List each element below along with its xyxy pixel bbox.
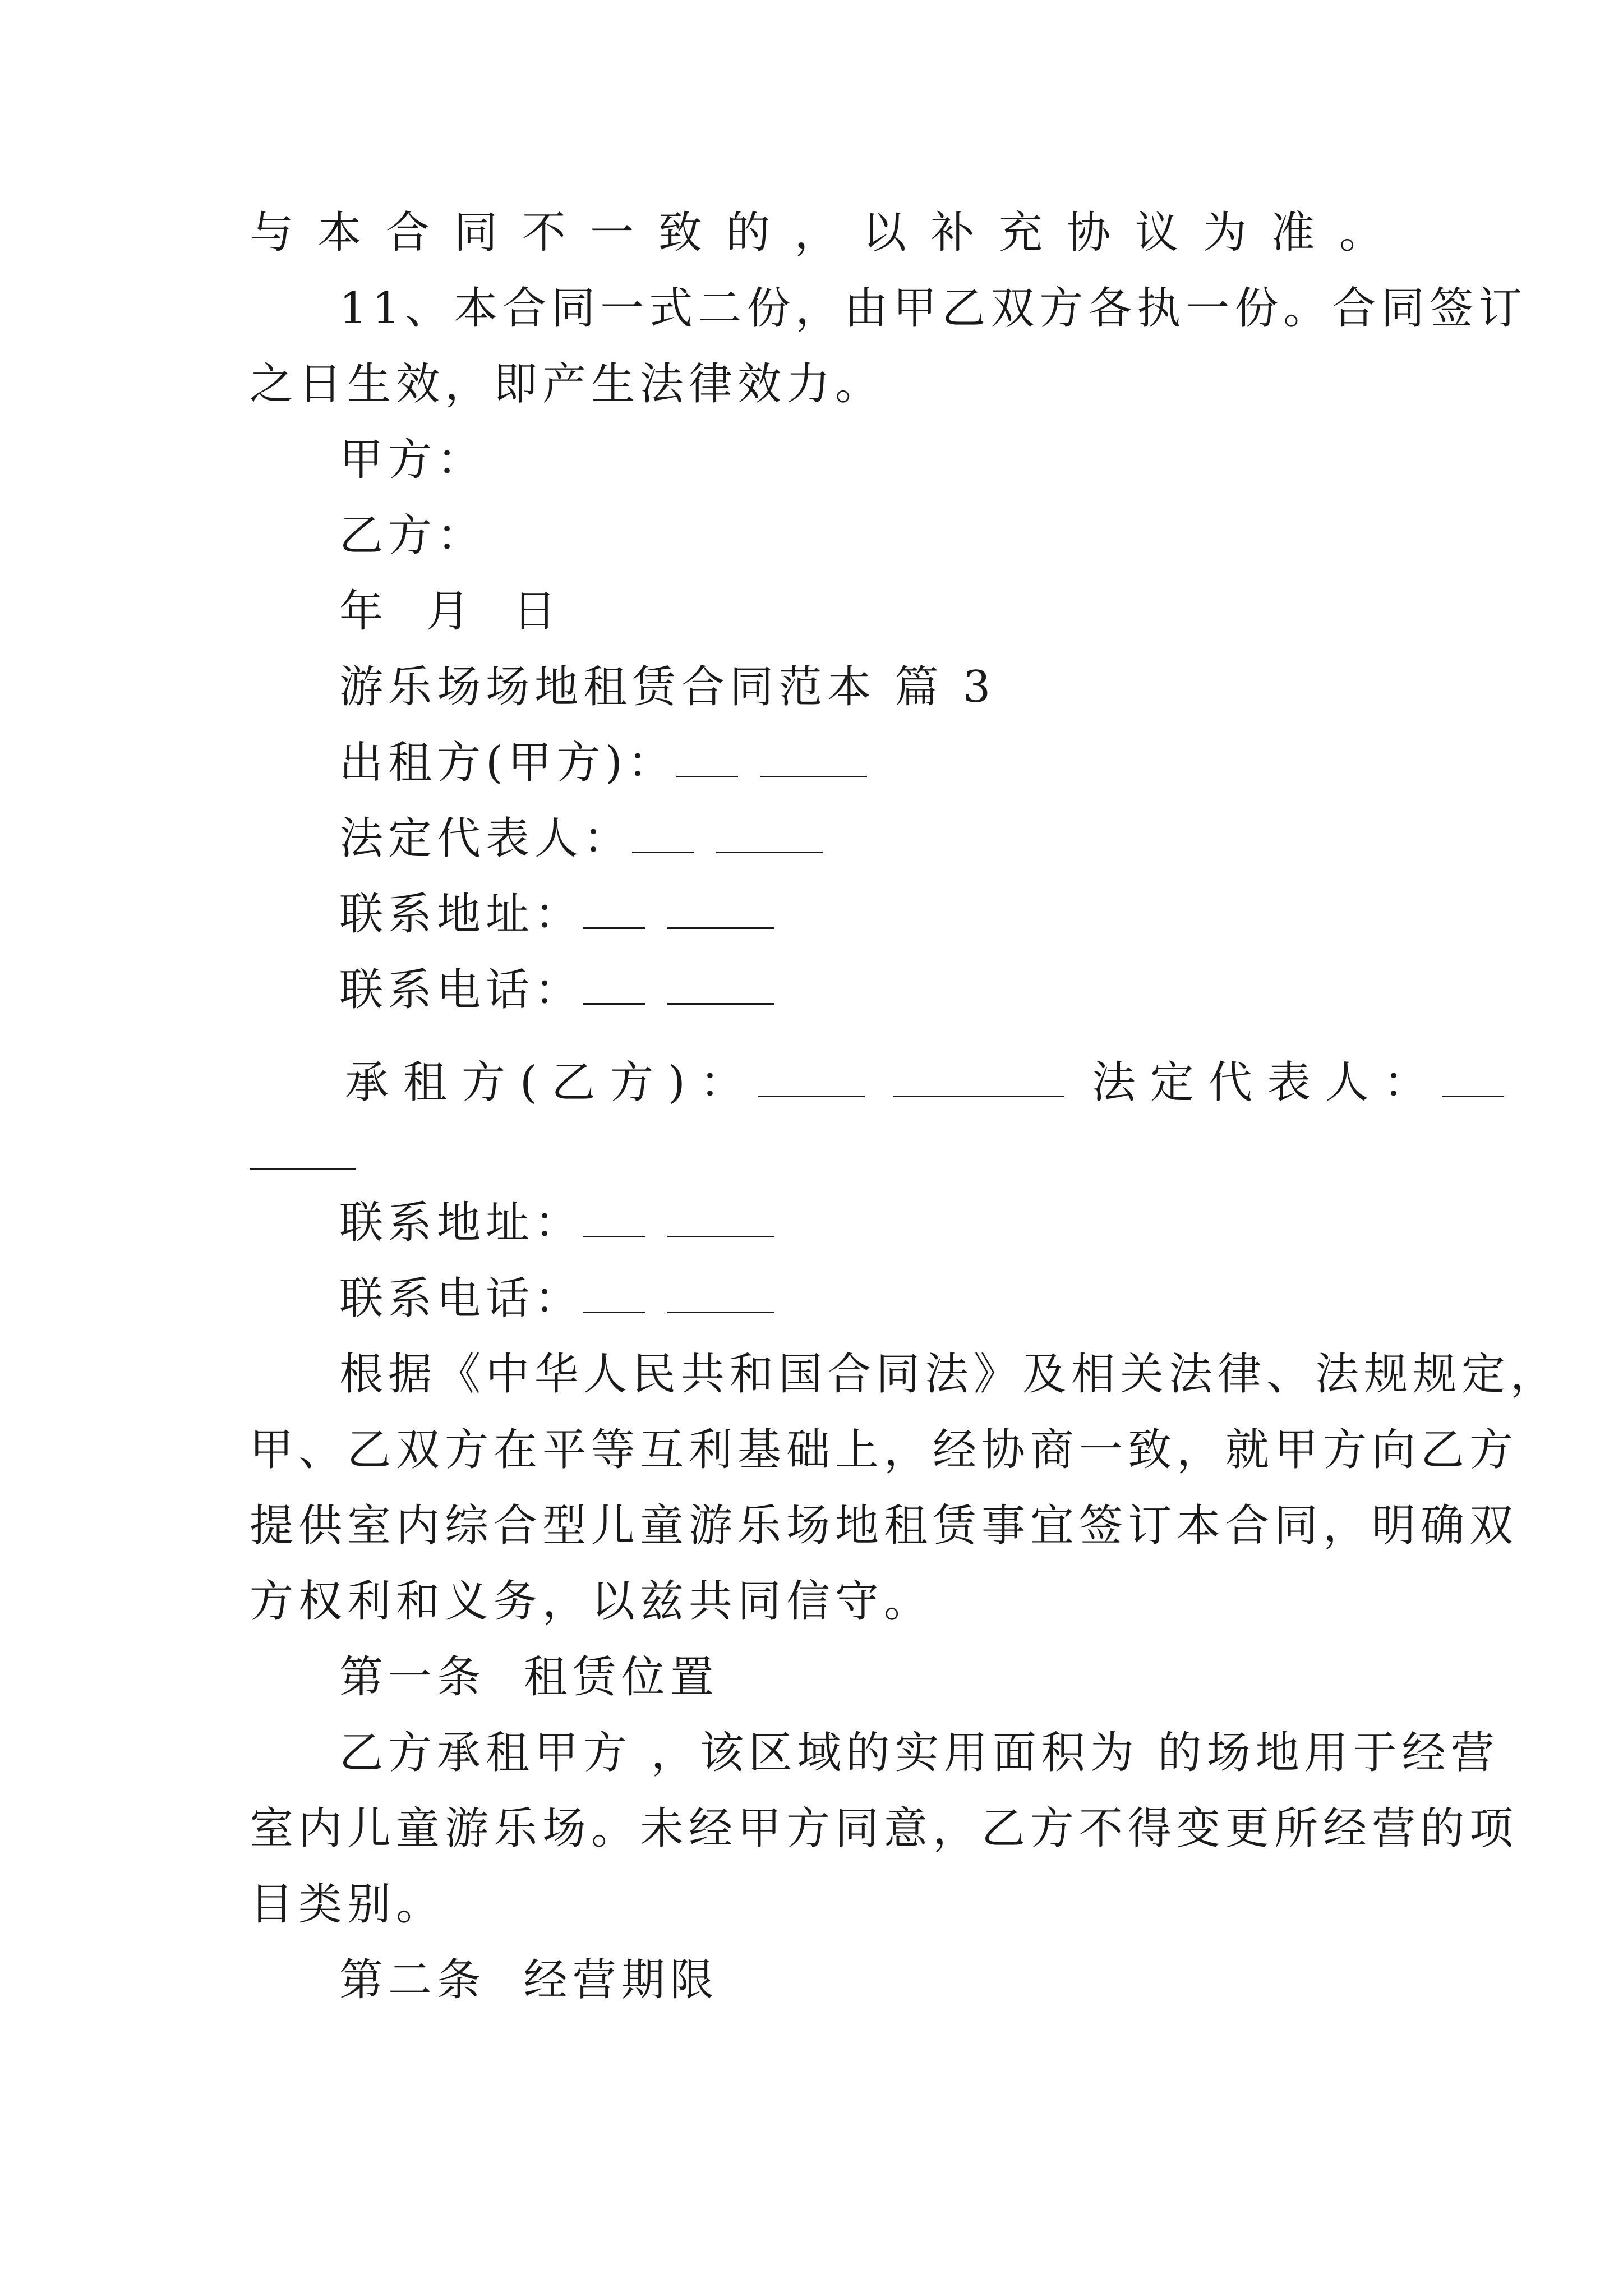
address-line bbox=[339, 886, 1388, 942]
date-line: 年 月 日 bbox=[339, 586, 562, 637]
text-line: 与本合同不一致的，以补充协议为准。 bbox=[250, 208, 1388, 258]
article-1-heading: 第一条 租赁位置 bbox=[339, 1652, 719, 1703]
lessor-label: 出租方(甲方)： bbox=[339, 738, 676, 788]
legal-rep-label: 法定代表人： bbox=[339, 813, 633, 864]
blank-line bbox=[1442, 1059, 1504, 1097]
paragraph-line: 根据《中华人民共和国合同法》及相关法律、法规规定， bbox=[339, 1349, 1560, 1400]
blank-line bbox=[676, 739, 738, 777]
lessee-line bbox=[345, 1055, 1442, 1111]
paragraph-line: 甲、乙双方在平等互利基础上，经协商一致，就甲方向乙方 bbox=[250, 1425, 1519, 1475]
clause-11: 11、本合同一式二份，由甲乙双方各执一份。合同签订 bbox=[339, 283, 1528, 334]
text-line: 之日生效，即产生法律效力。 bbox=[250, 359, 884, 409]
legal-rep-line bbox=[339, 811, 1388, 867]
paragraph-line: 乙方承租甲方 ，该区域的实用面积为 的场地用于经营 bbox=[339, 1728, 1500, 1778]
address-label: 联系地址： bbox=[339, 889, 584, 940]
party-b-label: 乙方： bbox=[339, 510, 486, 561]
blank-line bbox=[632, 815, 694, 853]
lessee-label: 承租方(乙方)： bbox=[345, 1057, 758, 1108]
paragraph-line: 室内儿童游乐场。未经甲方同意，乙方不得变更所经营的项 bbox=[250, 1803, 1519, 1854]
blank-line bbox=[583, 1199, 645, 1237]
blank-line bbox=[583, 1274, 645, 1313]
blank-line bbox=[716, 815, 823, 853]
blank-line bbox=[667, 1274, 774, 1313]
blank-line bbox=[667, 1199, 774, 1237]
paragraph-line: 提供室内综合型儿童游乐场地租赁事宜签订本合同，明确双 bbox=[250, 1501, 1519, 1551]
address-label: 联系地址： bbox=[339, 1198, 584, 1248]
address-line bbox=[339, 1195, 1388, 1251]
phone-label: 联系电话： bbox=[339, 1273, 584, 1324]
blank-line bbox=[667, 890, 774, 929]
blank-line bbox=[893, 1059, 1064, 1097]
blank-line bbox=[758, 1059, 865, 1097]
lessee-line-wrap bbox=[250, 1128, 1388, 1184]
blank-line bbox=[250, 1131, 356, 1170]
blank-line bbox=[760, 739, 867, 777]
party-a-label: 甲方： bbox=[339, 435, 486, 485]
blank-line bbox=[667, 966, 774, 1005]
phone-line bbox=[339, 962, 1388, 1018]
phone-label: 联系电话： bbox=[339, 965, 584, 1015]
lessor-line bbox=[339, 735, 1388, 791]
legal-rep-label: 法定代表人： bbox=[1091, 1057, 1442, 1108]
blank-line bbox=[583, 966, 645, 1005]
paragraph-line: 方权利和义务，以兹共同信守。 bbox=[250, 1576, 933, 1627]
blank-line bbox=[583, 890, 645, 929]
phone-line bbox=[339, 1271, 1388, 1327]
paragraph-line: 目类别。 bbox=[250, 1879, 445, 1930]
section-heading: 游乐场场地租赁合同范本 篇 3 bbox=[339, 662, 996, 712]
article-2-heading: 第二条 经营期限 bbox=[339, 1955, 719, 2005]
